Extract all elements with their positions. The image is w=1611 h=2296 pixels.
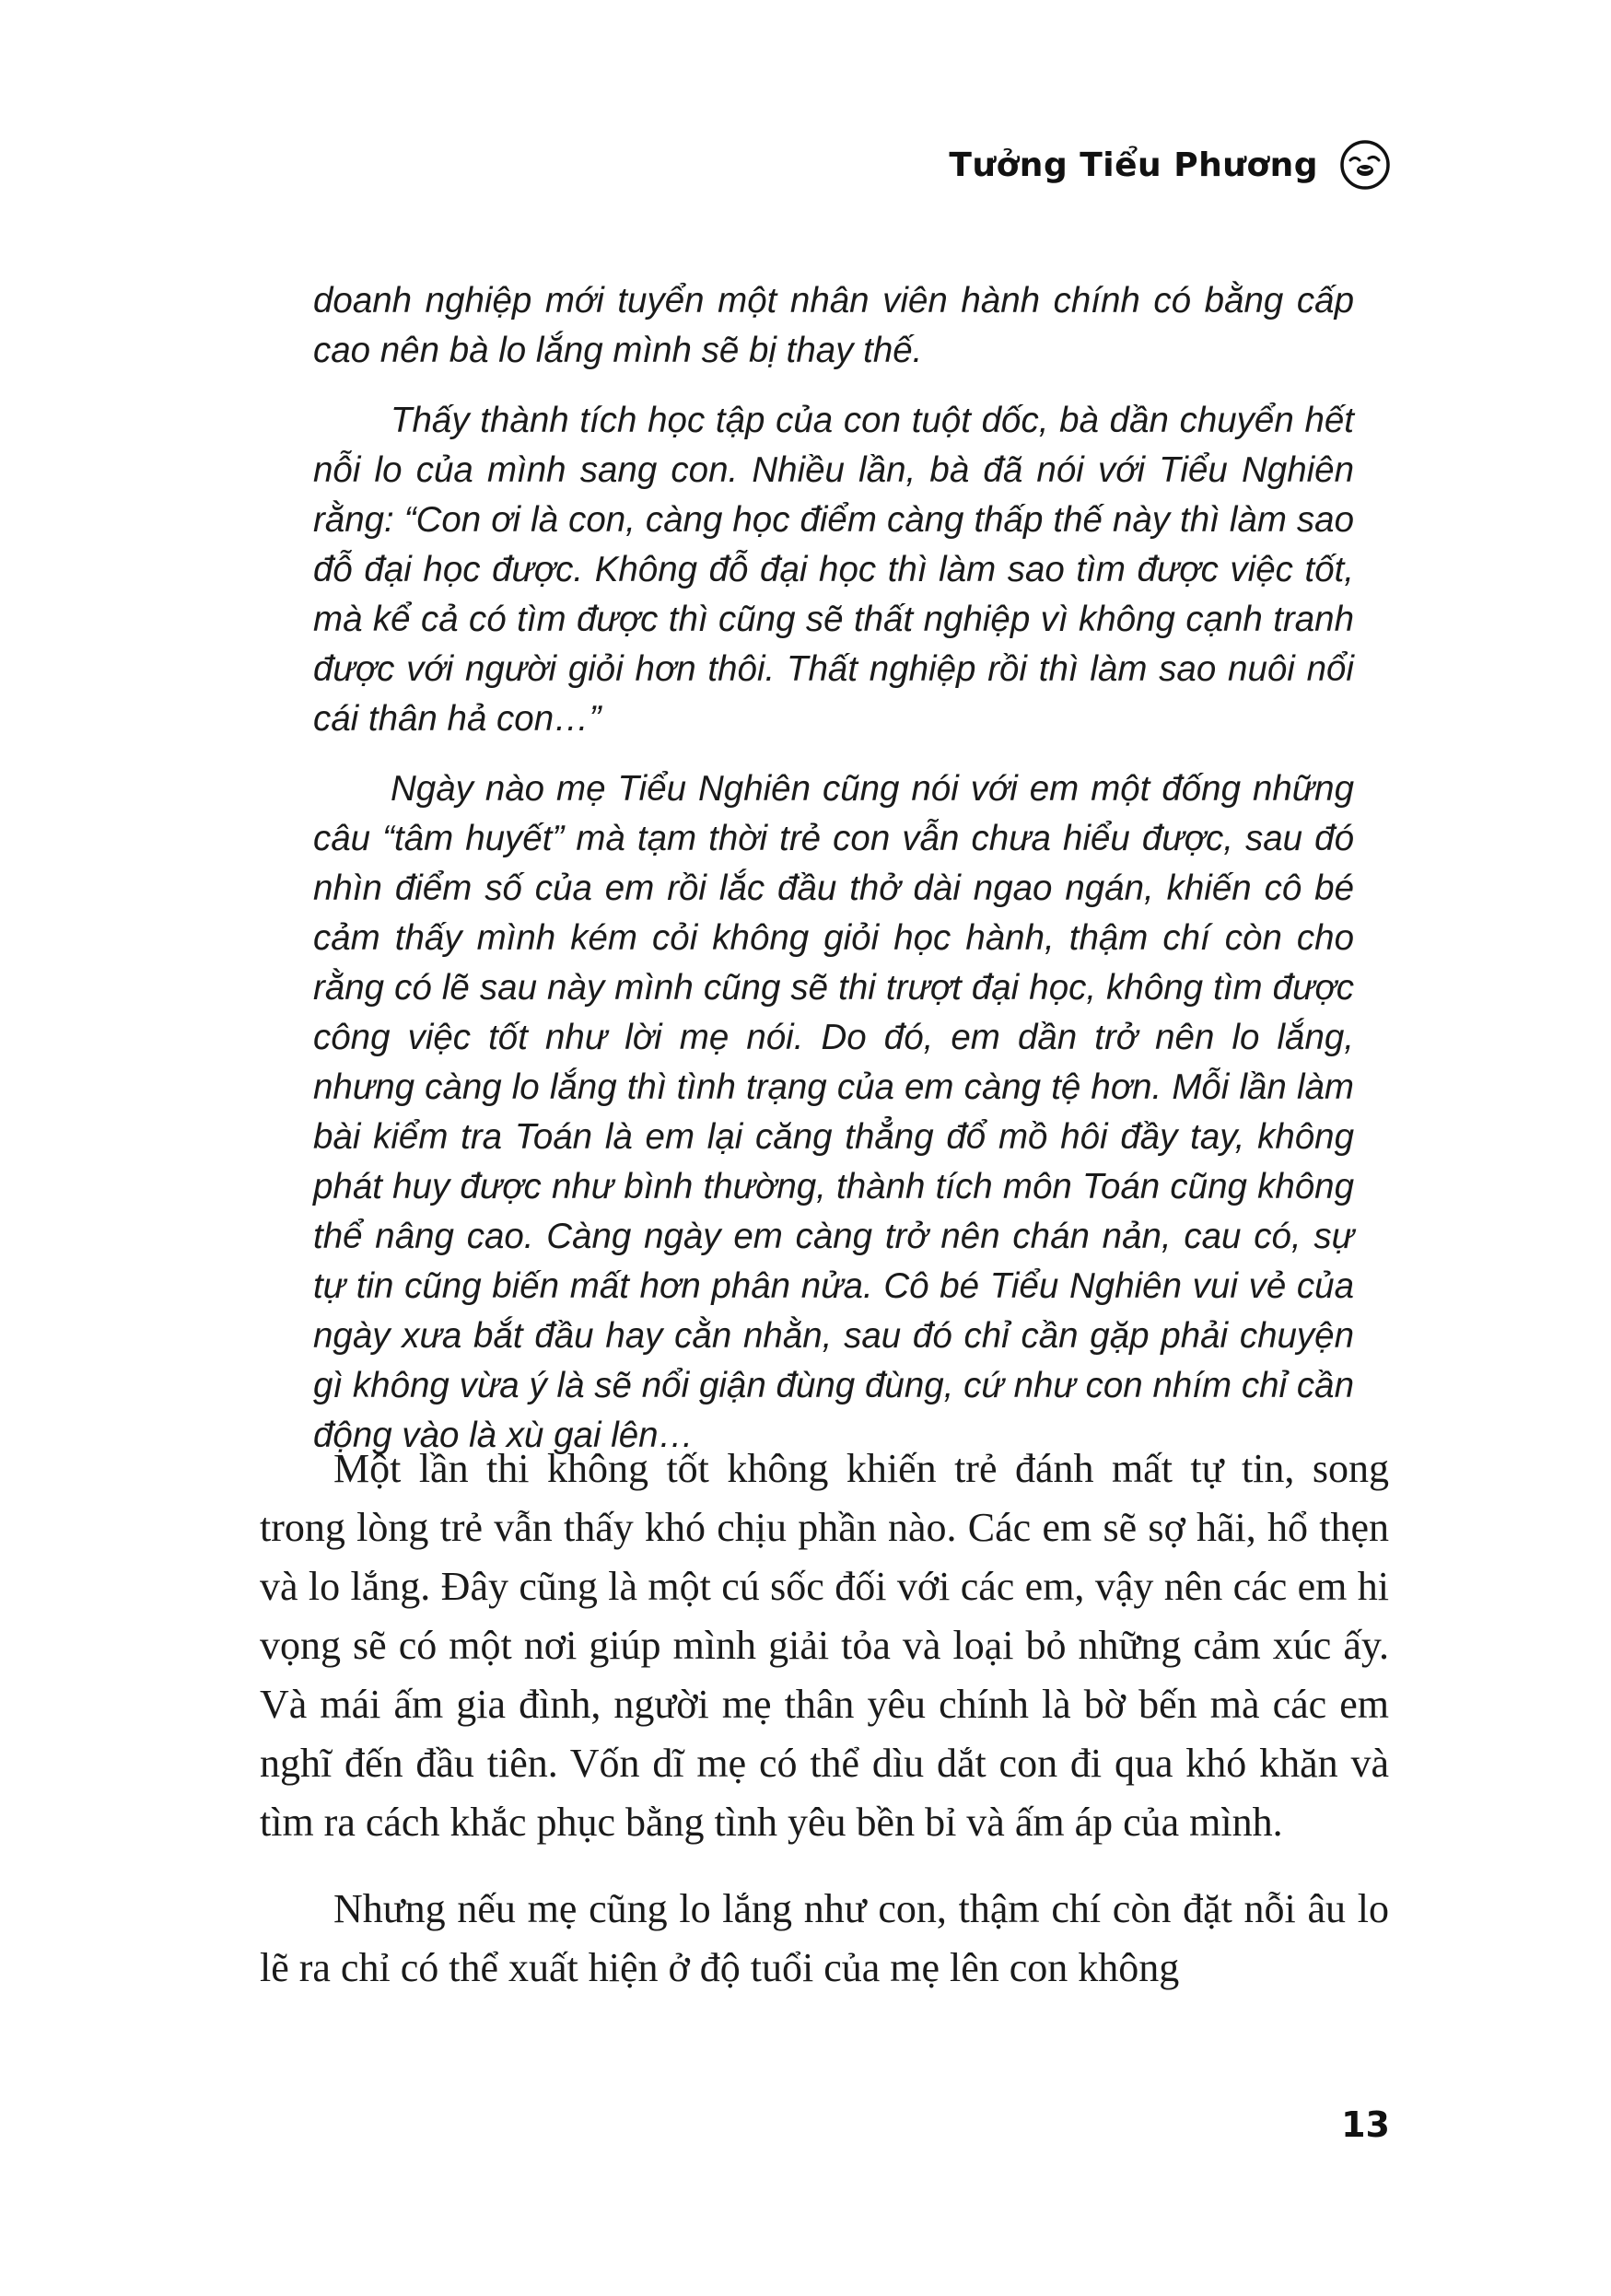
running-header [949, 138, 1392, 192]
excerpt-paragraph: doanh nghiệp mới tuyển một nhân viên hành chính có bằng cấp cao nên bà lo lắng mình sẽ bị thay thế. [313, 281, 1354, 370]
smiling-face-icon [1338, 138, 1392, 192]
excerpt-paragraph: Thấy thành tích học tập của con tuột dốc, bà dần chuyển hết nỗi lo của mình sang con. Nhiều lần, bà đã nói với Tiểu Nghiên rằng: “Con ơi là con, càng học điểm càng thấp thế này thì làm sao đỗ đại học được. Không đỗ đại học thì làm sao tìm được việc tốt, mà kể cả có tìm được thì cũng sẽ thất nghiệp vì không cạnh tranh được với người giỏi hơn thôi. Thất nghiệp rồi thì làm sao nuôi nổi cái thân hả con…” [313, 401, 1354, 739]
story-excerpt [313, 276, 1354, 1481]
body-paragraph: Nhưng nếu mẹ cũng lo lắng như con, thậm chí còn đặt nỗi âu lo lẽ ra chỉ có thể xuất hiện ở độ tuổi của mẹ lên con không [260, 1886, 1389, 1990]
excerpt-paragraph: Ngày nào mẹ Tiểu Nghiên cũng nói với em một đống những câu “tâm huyết” mà tạm thời trẻ con vẫn chưa hiểu được, sau đó nhìn điểm số của em rồi lắc đầu thở dài ngao ngán, khiến cô bé cảm thấy mình kém cỏi không giỏi học hành, thậm chí còn cho rằng có lẽ sau này mình cũng sẽ thi trượt đại học, không tìm được công việc tốt như lời mẹ nói. Do đó, em dần trở nên lo lắng, nhưng càng lo lắng thì tình trạng của em càng tệ hơn. Mỗi lần làm bài kiểm tra Toán là em lại căng thẳng đổ mồ hôi đầy tay, không phát huy được như bình thường, thành tích môn Toán cũng không thể nâng cao. Càng ngày em càng trở nên chán nản, cau có, sự tự tin cũng biến mất hơn phân nửa. Cô bé Tiểu Nghiên vui vẻ của ngày xưa bắt đầu hay cằn nhằn, sau đó chỉ cần gặp phải chuyện gì không vừa ý là sẽ nổi giận đùng đùng, cứ như con nhím chỉ cần động vào là xù gai lên… [313, 769, 1354, 1455]
page-number: 13 [1341, 2104, 1390, 2145]
body-paragraph: Một lần thi không tốt không khiến trẻ đánh mất tự tin, song trong lòng trẻ vẫn thấy khó chịu phần nào. Các em sẽ sợ hãi, hổ thẹn và lo lắng. Đây cũng là một cú sốc đối với các em, vậy nên các em hi vọng sẽ có một nơi giúp mình giải tỏa và loại bỏ những cảm xúc ấy. Và mái ấm gia đình, người mẹ thân yêu chính là bờ bến mà các em nghĩ đến đầu tiên. Vốn dĩ mẹ có thể dìu dắt con đi qua khó khăn và tìm ra cách khắc phục bằng tình yêu bền bỉ và ấm áp của mình. [260, 1446, 1389, 1845]
author-name: Tưởng Tiểu Phương [949, 146, 1318, 184]
body-text [260, 1439, 1389, 2025]
